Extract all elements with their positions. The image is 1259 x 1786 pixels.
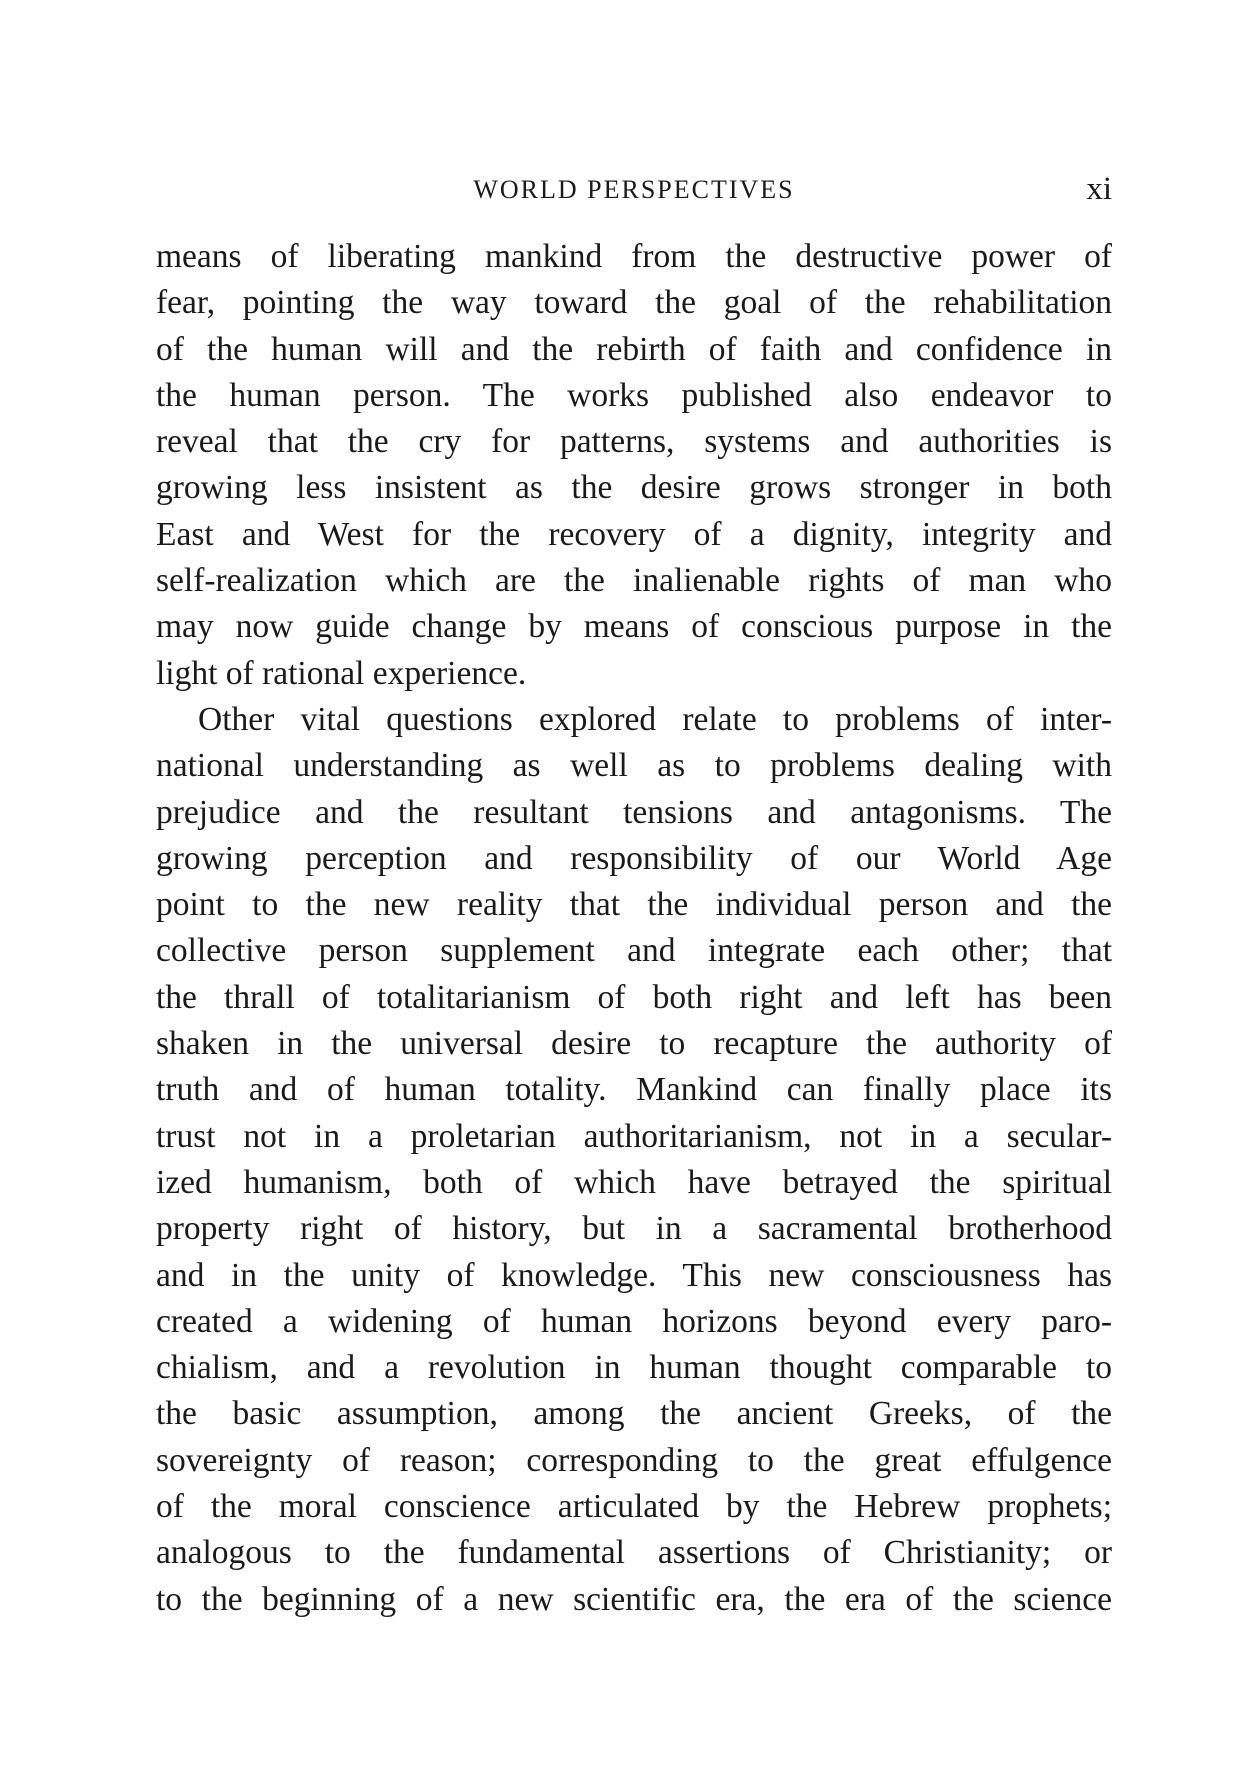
text-line: the thrall of totalitarianism of both right and left has been <box>156 978 1112 1016</box>
text-line: East and West for the recovery of a dignity, integrity and <box>156 515 1112 553</box>
text-line: reveal that the cry for patterns, systems and authorities is <box>156 423 1112 461</box>
page-number: xi <box>1086 171 1112 207</box>
text-line: to the beginning of a new scientific era, the era of the science <box>156 1580 1112 1618</box>
body-text <box>156 234 1112 1623</box>
text-line: truth and of human totality. Mankind can finally place its <box>156 1071 1112 1109</box>
text-line: prejudice and the resultant tensions and antagonisms. The <box>156 793 1112 831</box>
text-line: fear, pointing the way toward the goal of the rehabilitation <box>156 284 1112 322</box>
text-line: shaken in the universal desire to recapture the authority of <box>156 1025 1112 1063</box>
text-line: light of rational experience. <box>156 654 527 692</box>
text-line: may now guide change by means of conscious purpose in the <box>156 608 1112 646</box>
text-line: collective person supplement and integrate each other; that <box>156 932 1112 970</box>
text-line: point to the new reality that the individual person and the <box>156 886 1112 924</box>
text-line: national understanding as well as to problems dealing with <box>156 747 1112 785</box>
text-line: ized humanism, both of which have betrayed the spiritual <box>156 1163 1112 1201</box>
text-line: Other vital questions explored relate to problems of inter- <box>198 700 1112 738</box>
text-line: of the human will and the rebirth of faith and confidence in <box>156 330 1112 368</box>
text-line: of the moral conscience articulated by the Hebrew prophets; <box>156 1488 1112 1526</box>
text-line: the basic assumption, among the ancient Greeks, of the <box>156 1395 1112 1433</box>
text-line: trust not in a proletarian authoritarianism, not in a secular- <box>156 1117 1112 1155</box>
text-line: means of liberating mankind from the destructive power of <box>156 238 1112 275</box>
text-line: chialism, and a revolution in human thought comparable to <box>156 1349 1112 1387</box>
text-line: sovereignty of reason; corresponding to the great effulgence <box>156 1441 1112 1479</box>
text-line: the human person. The works published also endeavor to <box>156 376 1112 414</box>
text-line: analogous to the fundamental assertions of Christianity; or <box>156 1534 1112 1572</box>
text-line: created a widening of human horizons beyond every paro- <box>156 1302 1112 1340</box>
running-head <box>156 171 1112 215</box>
running-title: WORLD PERSPECTIVES <box>473 175 795 204</box>
text-line: growing less insistent as the desire grows stronger in both <box>156 469 1112 507</box>
text-line: and in the unity of knowledge. This new consciousness has <box>156 1256 1112 1294</box>
text-line: property right of history, but in a sacramental brotherhood <box>156 1210 1112 1248</box>
text-line: self-realization which are the inalienable rights of man who <box>156 562 1112 600</box>
text-line: growing perception and responsibility of our World Age <box>156 839 1112 877</box>
